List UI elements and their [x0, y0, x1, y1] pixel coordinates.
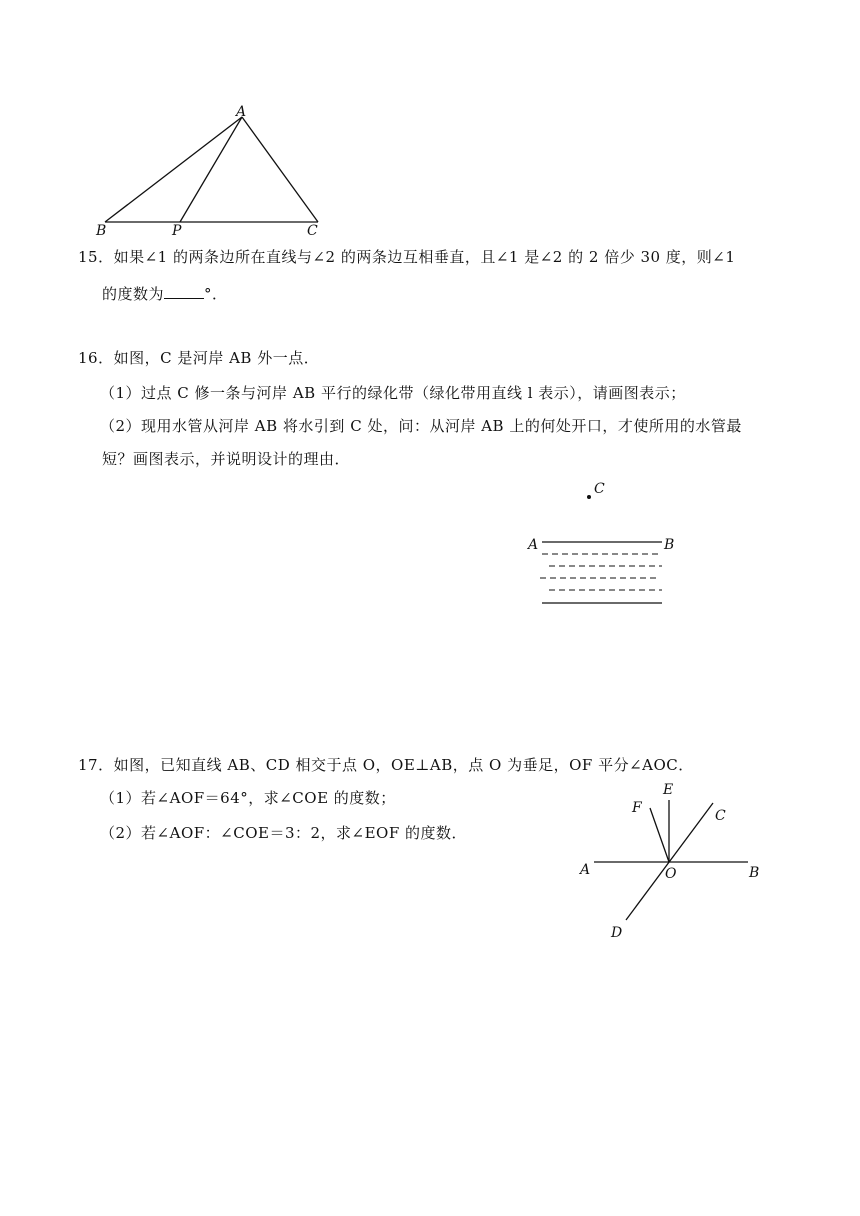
q17-part2: （2）若∠AOF：∠COE＝3：2，求∠EOF 的度数． [100, 824, 468, 842]
q16-stem: 16．如图，C 是河岸 AB 外一点． [78, 349, 320, 367]
q16-part2-line1: （2）现用水管从河岸 AB 将水引到 C 处，问：从河岸 AB 上的何处开口，才使所用的水管最 [100, 417, 742, 435]
ray-of [650, 808, 669, 862]
label-c: C [594, 481, 605, 497]
label-f: F [632, 800, 642, 816]
label-e: E [663, 782, 674, 798]
q16-part1: （1）过点 C 修一条与河岸 AB 平行的绿化带（绿化带用直线 l 表示），请画图表示； [100, 384, 686, 402]
q15-line2-post: °． [204, 285, 228, 303]
q15-line1: 15．如果∠1 的两条边所在直线与∠2 的两条边互相垂直，且∠1 是∠2 的 2 倍少 30 度，则∠1 [78, 248, 736, 266]
label-b: B [664, 537, 675, 553]
q15-line2-pre: 的度数为 [102, 285, 165, 303]
label-b: B [749, 865, 760, 881]
q17-stem: 17．如图，已知直线 AB、CD 相交于点 O，OE⊥AB，点 O 为垂足，OF 平分∠AOC． [78, 756, 694, 774]
label-a: A [528, 537, 539, 553]
label-b: B [96, 223, 107, 239]
q17-part1: （1）若∠AOF＝64°，求∠COE 的度数； [100, 789, 396, 807]
label-d: D [611, 925, 623, 941]
label-o: O [665, 866, 677, 882]
label-a: A [236, 104, 247, 120]
label-p: P [172, 223, 182, 239]
label-a: A [580, 862, 591, 878]
label-c: C [307, 223, 318, 239]
q16-part2-line2: 短？画图表示，并说明设计的理由． [102, 450, 351, 468]
label-c: C [715, 808, 726, 824]
